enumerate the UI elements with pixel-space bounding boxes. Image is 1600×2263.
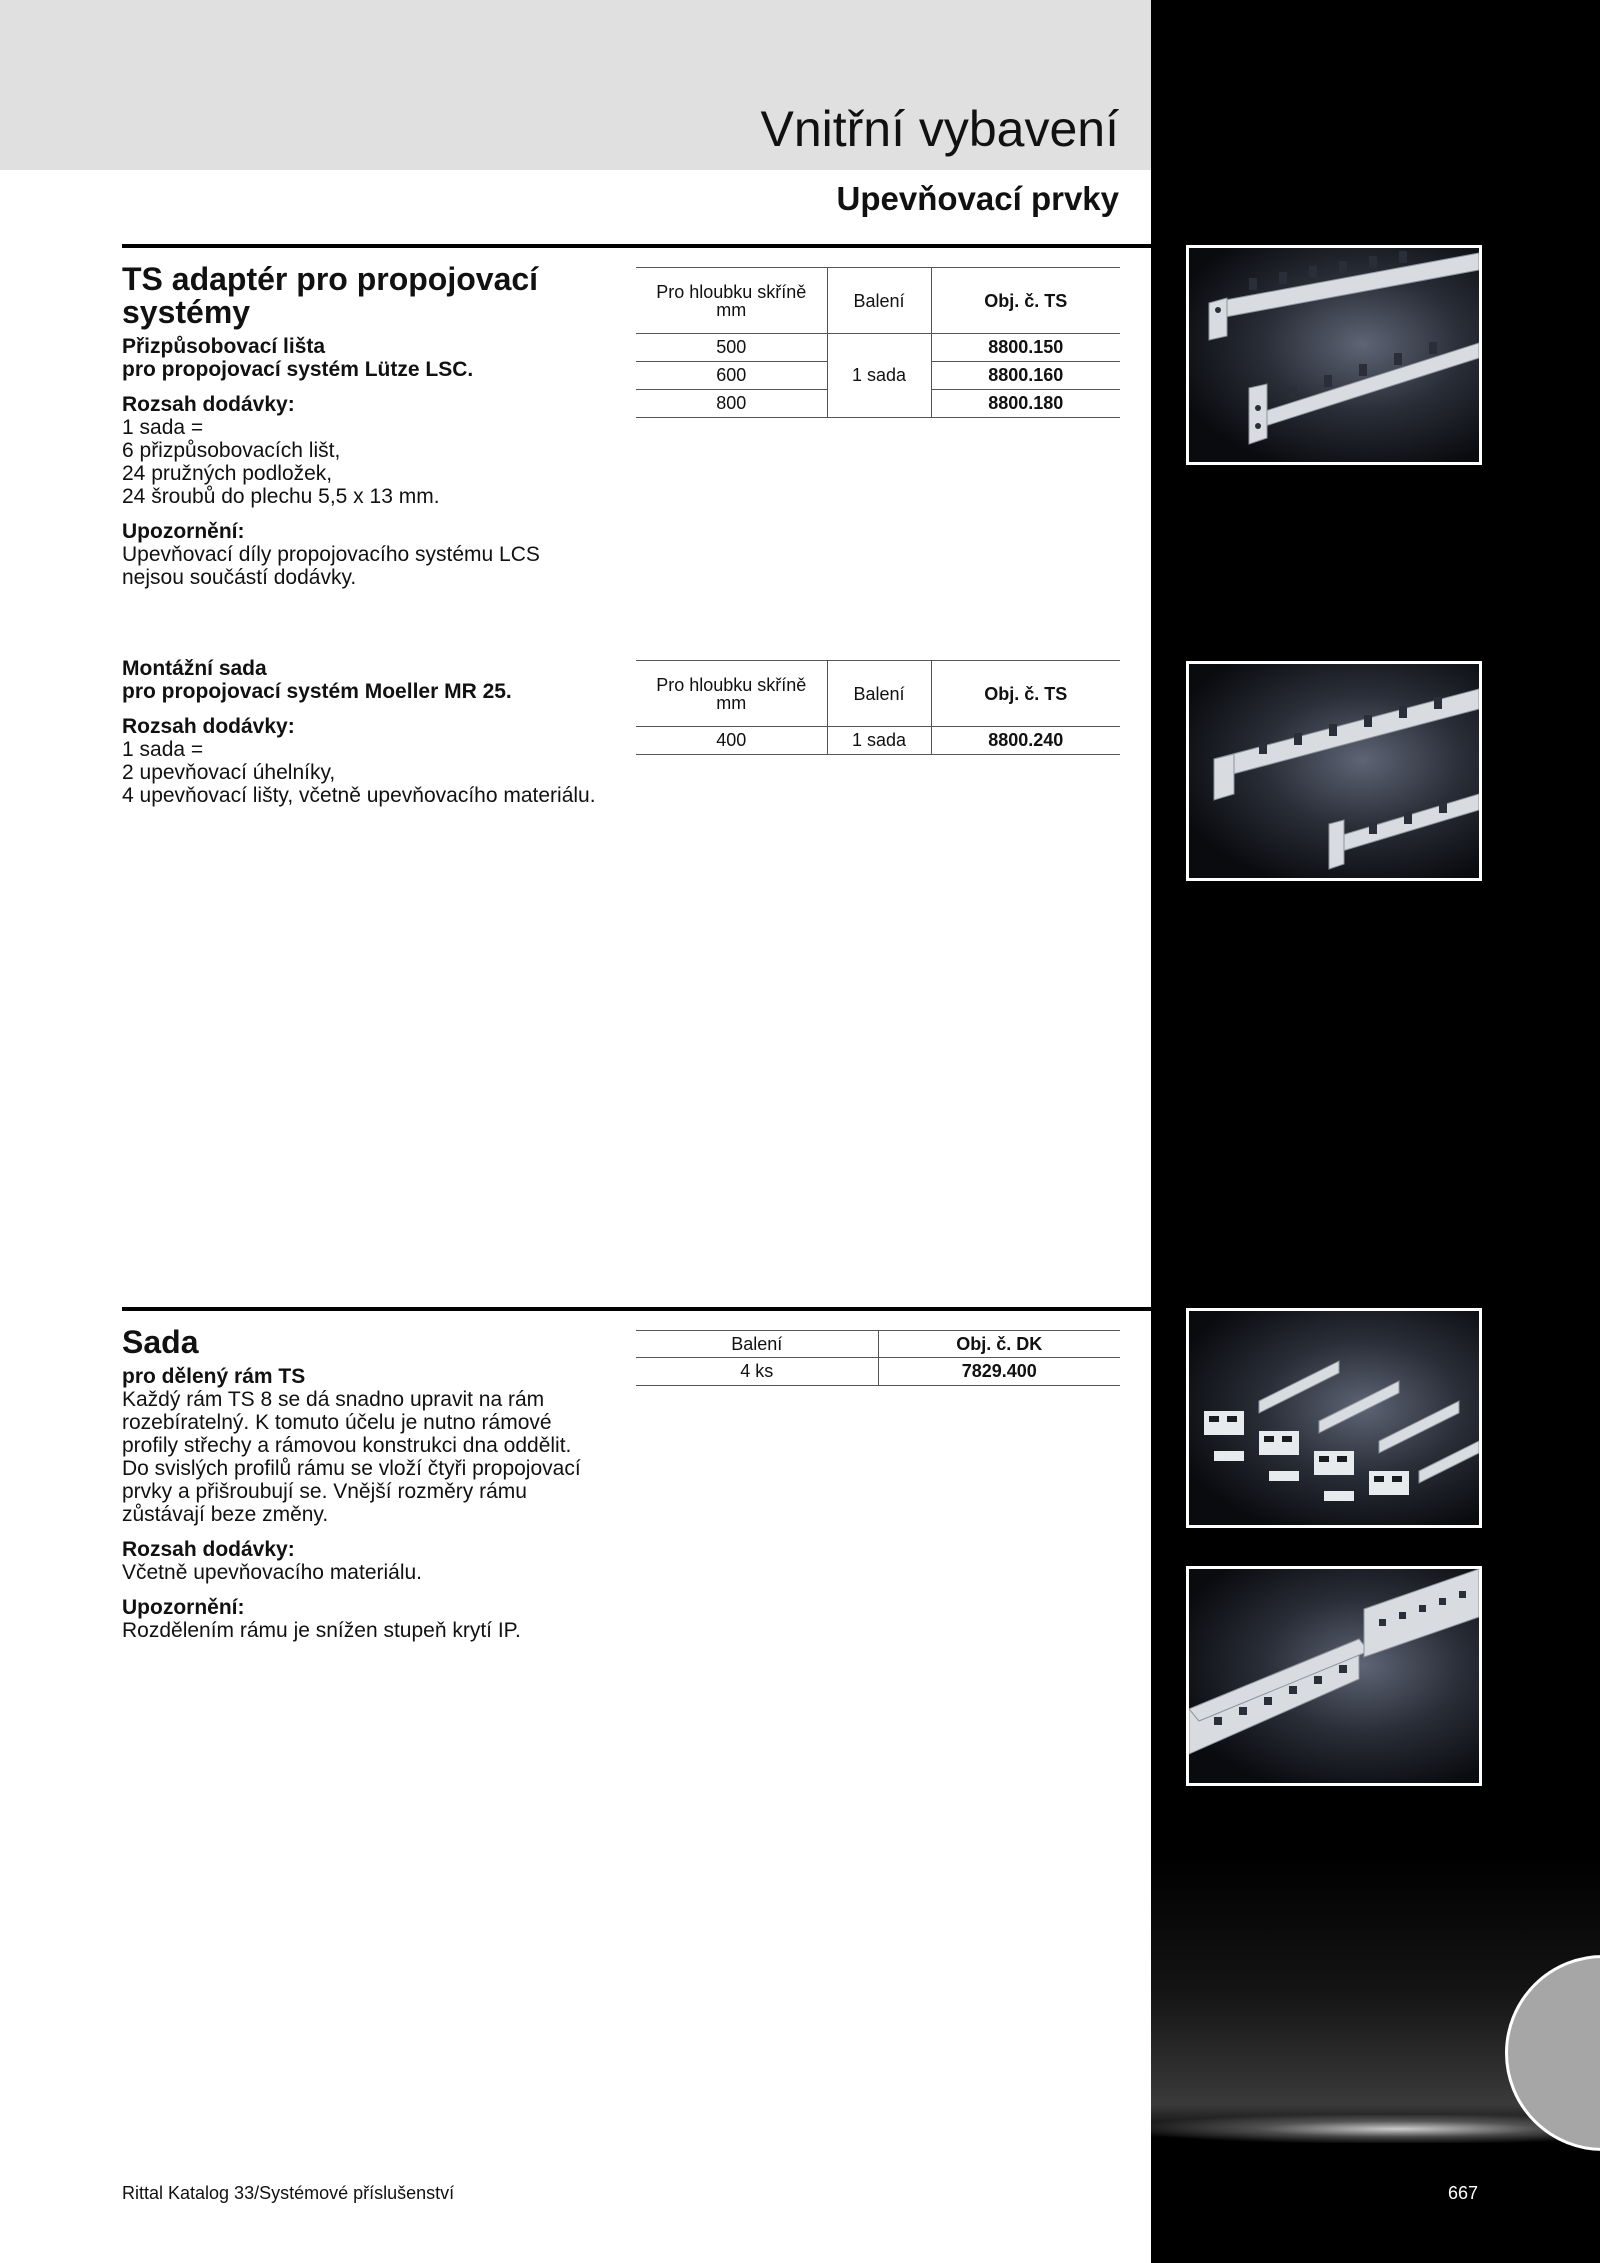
body-line: Do svislých profilů rámu se vloží čtyři propojovací (122, 1457, 581, 1480)
depth-cell: 400 (636, 727, 827, 755)
column-header-depth: Pro hloubku skříně mm (636, 661, 827, 727)
order-code-cell: 7829.400 (878, 1358, 1120, 1386)
column-header-code: Obj. č. DK (878, 1331, 1120, 1358)
product-subtitle: pro propojovací systém Lütze LSC. (122, 358, 474, 381)
mounting-kit-text (122, 657, 632, 807)
product-name: Montážní sada (122, 657, 267, 680)
mounting-kit-image (1186, 661, 1482, 881)
footer-catalog-label: Rittal Katalog 33/Systémové příslušenství (122, 2183, 455, 2203)
page-title: Vnitřní vybavení (760, 101, 1119, 157)
column-header-depth: Pro hloubku skříně mm (636, 268, 827, 334)
section-divider (122, 244, 1151, 248)
delivery-heading: Rozsah dodávky: (122, 715, 295, 738)
delivery-line: Včetně upevňovacího materiálu. (122, 1561, 423, 1584)
order-table-mounting-kit (636, 660, 1120, 755)
ts-adapter-text (122, 263, 632, 589)
body-line: zůstávají beze změny. (122, 1503, 329, 1526)
body-line: rozebíratelný. K tomuto účelu je nutno rámové (122, 1411, 552, 1434)
section-title: Sada (122, 1324, 199, 1360)
product-subtitle: pro propojovací systém Moeller MR 25. (122, 680, 512, 703)
order-code-cell: 8800.180 (931, 390, 1120, 418)
packing-cell: 1 sada (827, 727, 931, 755)
table-row (636, 1358, 1120, 1386)
depth-cell: 500 (636, 334, 827, 362)
delivery-line: 24 pružných podložek, (122, 462, 333, 485)
delivery-heading: Rozsah dodávky: (122, 1538, 295, 1561)
order-table-divided-frame-kit (636, 1330, 1120, 1386)
body-line: profily střechy a rámovou konstrukci dna oddělit. (122, 1434, 572, 1457)
delivery-line: 2 upevňovací úhelníky, (122, 761, 336, 784)
column-header-code: Obj. č. TS (931, 661, 1120, 727)
depth-cell: 800 (636, 390, 827, 418)
delivery-line: 4 upevňovací lišty, včetně upevňovacího materiálu. (122, 784, 596, 807)
table-row (636, 334, 1120, 362)
frame-connector-image (1186, 1566, 1482, 1786)
section-title: TS adaptér pro propojovací systémy (122, 261, 539, 330)
delivery-line: 1 sada = (122, 738, 204, 761)
note-line: nejsou součástí dodávky. (122, 566, 357, 589)
delivery-line: 6 přizpůsobovacích lišt, (122, 439, 341, 462)
body-line: Každý rám TS 8 se dá snadno upravit na rám (122, 1388, 545, 1411)
packing-cell: 4 ks (636, 1358, 878, 1386)
note-heading: Upozornění: (122, 1596, 245, 1619)
page-subtitle: Upevňovací prvky (836, 180, 1119, 217)
column-header-code: Obj. č. TS (931, 268, 1120, 334)
order-code-cell: 8800.160 (931, 362, 1120, 390)
note-line: Rozdělením rámu je snížen stupeň krytí IP. (122, 1619, 521, 1642)
body-line: prvky a přišroubují se. Vnější rozměry rámu (122, 1480, 527, 1503)
order-code-cell: 8800.150 (931, 334, 1120, 362)
divided-frame-kit-image (1186, 1308, 1482, 1528)
note-line: Upevňovací díly propojovacího systému LCS (122, 543, 540, 566)
note-heading: Upozornění: (122, 520, 245, 543)
column-header-packing: Balení (827, 661, 931, 727)
mounting-rail-image (1186, 245, 1482, 465)
divided-frame-kit-text (122, 1326, 642, 1642)
order-code-cell: 8800.240 (931, 727, 1120, 755)
packing-cell: 1 sada (827, 334, 931, 418)
column-header-packing: Balení (636, 1331, 878, 1358)
table-row (636, 727, 1120, 755)
order-table-ts-adapter (636, 267, 1120, 418)
product-subtitle: pro dělený rám TS (122, 1365, 306, 1388)
delivery-line: 24 šroubů do plechu 5,5 x 13 mm. (122, 485, 440, 508)
delivery-heading: Rozsah dodávky: (122, 393, 295, 416)
section-divider (122, 1307, 1151, 1311)
delivery-line: 1 sada = (122, 416, 204, 439)
depth-cell: 600 (636, 362, 827, 390)
page-number: 667 (1448, 2183, 1479, 2203)
product-name: Přizpůsobovací lišta (122, 335, 326, 358)
column-header-packing: Balení (827, 268, 931, 334)
